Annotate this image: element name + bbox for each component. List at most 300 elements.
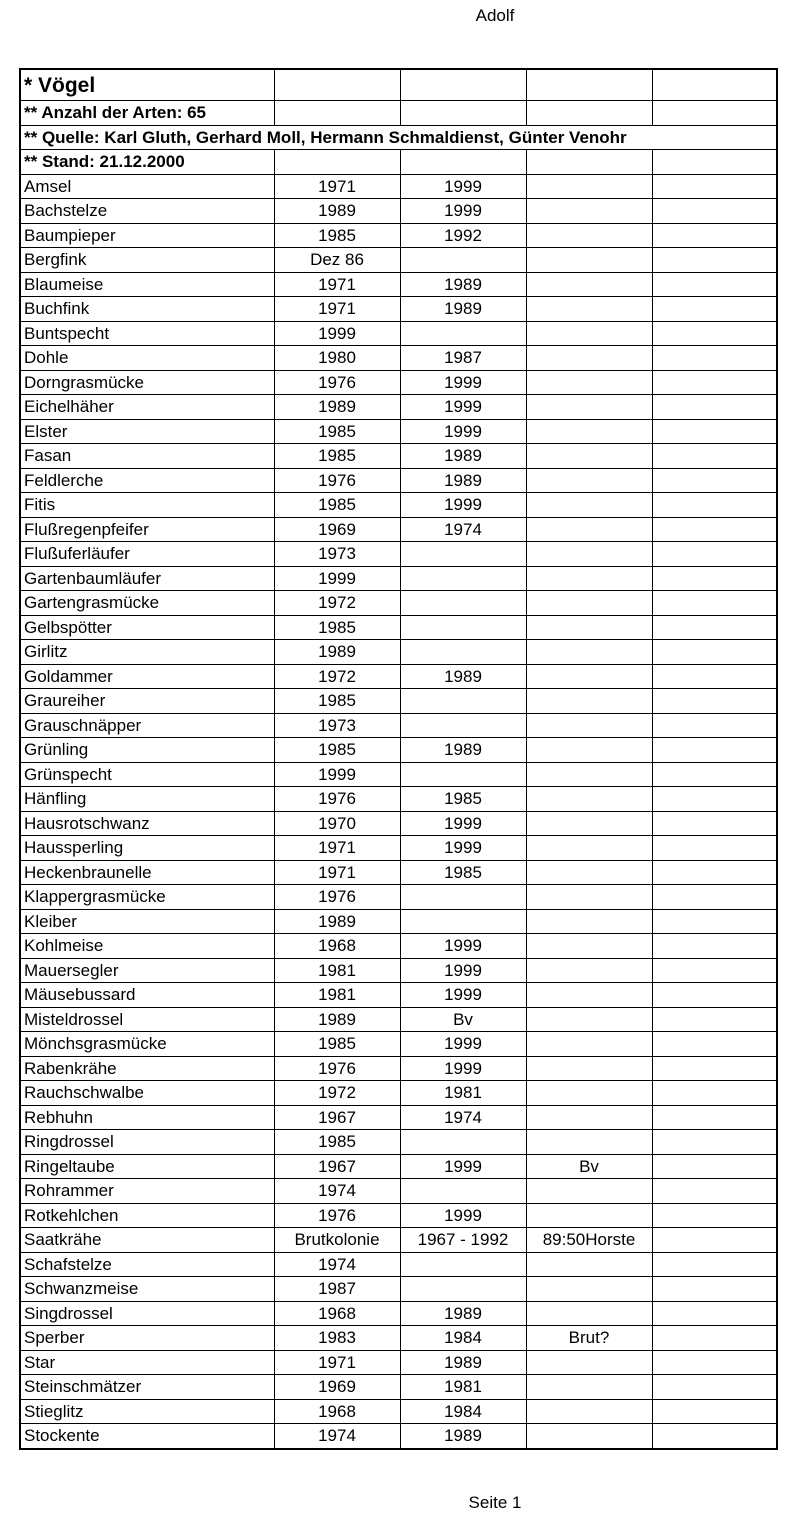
page-footer: Seite 1	[468, 1493, 522, 1512]
header-cell: ** Stand: 21.12.2000	[20, 150, 274, 175]
note-cell	[526, 909, 652, 934]
note-cell	[526, 1203, 652, 1228]
second-year-cell	[400, 1179, 526, 1204]
note-cell	[526, 321, 652, 346]
note-cell	[526, 1130, 652, 1155]
table-row	[20, 517, 777, 542]
empty-cell	[652, 1130, 777, 1155]
note-cell	[526, 640, 652, 665]
first-year-cell: 1973	[274, 713, 400, 738]
first-year-cell: 1971	[274, 836, 400, 861]
second-year-cell: 1999	[400, 811, 526, 836]
species-cell: Gartengrasmücke	[20, 591, 274, 616]
second-year-cell: 1989	[400, 1301, 526, 1326]
empty-cell	[526, 150, 652, 175]
table-row	[20, 174, 777, 199]
first-year-cell: Brutkolonie	[274, 1228, 400, 1253]
species-cell: Baumpieper	[20, 223, 274, 248]
first-year-cell: 1974	[274, 1424, 400, 1449]
header-row	[20, 101, 777, 126]
second-year-cell: 1989	[400, 1350, 526, 1375]
empty-cell	[652, 1277, 777, 1302]
note-cell	[526, 983, 652, 1008]
empty-cell	[652, 615, 777, 640]
table-row	[20, 395, 777, 420]
note-cell	[526, 199, 652, 224]
table-row	[20, 762, 777, 787]
empty-cell	[274, 69, 400, 101]
second-year-cell	[400, 640, 526, 665]
first-year-cell: 1971	[274, 1350, 400, 1375]
empty-cell	[652, 1301, 777, 1326]
second-year-cell: 1999	[400, 983, 526, 1008]
table-row	[20, 1081, 777, 1106]
note-cell	[526, 248, 652, 273]
table-row	[20, 1301, 777, 1326]
empty-cell	[652, 517, 777, 542]
species-cell: Graureiher	[20, 689, 274, 714]
note-cell	[526, 1179, 652, 1204]
note-cell	[526, 713, 652, 738]
species-cell: Feldlerche	[20, 468, 274, 493]
species-cell: Gelbspötter	[20, 615, 274, 640]
species-cell: Mönchsgrasmücke	[20, 1032, 274, 1057]
note-cell	[526, 1105, 652, 1130]
table-row	[20, 542, 777, 567]
table-row	[20, 321, 777, 346]
second-year-cell: 1974	[400, 517, 526, 542]
empty-cell	[652, 1326, 777, 1351]
second-year-cell	[400, 689, 526, 714]
table-row	[20, 199, 777, 224]
note-cell	[526, 1081, 652, 1106]
second-year-cell: 1981	[400, 1081, 526, 1106]
empty-cell	[652, 223, 777, 248]
table-row	[20, 1424, 777, 1449]
first-year-cell: 1976	[274, 468, 400, 493]
species-cell: Flußuferläufer	[20, 542, 274, 567]
header-cell: ** Anzahl der Arten: 65	[20, 101, 274, 126]
empty-cell	[652, 1375, 777, 1400]
species-cell: Schwanzmeise	[20, 1277, 274, 1302]
table-row	[20, 591, 777, 616]
species-cell: Fitis	[20, 493, 274, 518]
empty-cell	[652, 885, 777, 910]
first-year-cell: 1971	[274, 272, 400, 297]
species-cell: Stockente	[20, 1424, 274, 1449]
first-year-cell: 1971	[274, 174, 400, 199]
second-year-cell: 1999	[400, 958, 526, 983]
note-cell	[526, 419, 652, 444]
species-cell: Dohle	[20, 346, 274, 371]
second-year-cell: 1999	[400, 395, 526, 420]
note-cell	[526, 860, 652, 885]
first-year-cell: 1970	[274, 811, 400, 836]
empty-cell	[652, 468, 777, 493]
second-year-cell: 1999	[400, 493, 526, 518]
empty-cell	[652, 1424, 777, 1449]
species-cell: Gartenbaumläufer	[20, 566, 274, 591]
first-year-cell: Dez 86	[274, 248, 400, 273]
second-year-cell: Bv	[400, 1007, 526, 1032]
species-cell: Hänfling	[20, 787, 274, 812]
first-year-cell: 1971	[274, 297, 400, 322]
first-year-cell: 1989	[274, 395, 400, 420]
empty-cell	[652, 174, 777, 199]
species-cell: Flußregenpfeifer	[20, 517, 274, 542]
second-year-cell	[400, 713, 526, 738]
species-cell: Rotkehlchen	[20, 1203, 274, 1228]
second-year-cell	[400, 542, 526, 567]
first-year-cell: 1976	[274, 787, 400, 812]
empty-cell	[652, 1179, 777, 1204]
table-row	[20, 1056, 777, 1081]
second-year-cell	[400, 615, 526, 640]
first-year-cell: 1985	[274, 493, 400, 518]
empty-cell	[652, 591, 777, 616]
second-year-cell: 1987	[400, 346, 526, 371]
empty-cell	[400, 69, 526, 101]
second-year-cell: 1992	[400, 223, 526, 248]
first-year-cell: 1969	[274, 517, 400, 542]
first-year-cell: 1967	[274, 1105, 400, 1130]
second-year-cell	[400, 248, 526, 273]
first-year-cell: 1999	[274, 321, 400, 346]
table-row	[20, 1007, 777, 1032]
second-year-cell: 1999	[400, 1032, 526, 1057]
species-cell: Schafstelze	[20, 1252, 274, 1277]
empty-cell	[652, 444, 777, 469]
species-cell: Grünspecht	[20, 762, 274, 787]
second-year-cell	[400, 885, 526, 910]
bird-species-table	[19, 68, 778, 1450]
empty-cell	[652, 1007, 777, 1032]
note-cell	[526, 444, 652, 469]
species-cell: Bachstelze	[20, 199, 274, 224]
table-row	[20, 958, 777, 983]
note-cell	[526, 738, 652, 763]
empty-cell	[652, 346, 777, 371]
second-year-cell	[400, 566, 526, 591]
second-year-cell	[400, 909, 526, 934]
empty-cell	[652, 248, 777, 273]
note-cell	[526, 566, 652, 591]
species-cell: Mauersegler	[20, 958, 274, 983]
note-cell	[526, 1252, 652, 1277]
first-year-cell: 1985	[274, 738, 400, 763]
note-cell	[526, 297, 652, 322]
empty-cell	[652, 272, 777, 297]
empty-cell	[652, 640, 777, 665]
empty-cell	[652, 787, 777, 812]
empty-cell	[652, 934, 777, 959]
species-cell: Stieglitz	[20, 1399, 274, 1424]
first-year-cell: 1981	[274, 983, 400, 1008]
species-cell: Misteldrossel	[20, 1007, 274, 1032]
species-cell: Ringdrossel	[20, 1130, 274, 1155]
first-year-cell: 1972	[274, 664, 400, 689]
second-year-cell	[400, 1252, 526, 1277]
second-year-cell: 1985	[400, 860, 526, 885]
empty-cell	[652, 1252, 777, 1277]
first-year-cell: 1989	[274, 640, 400, 665]
table-row	[20, 1228, 777, 1253]
first-year-cell: 1985	[274, 689, 400, 714]
first-year-cell: 1987	[274, 1277, 400, 1302]
first-year-cell: 1989	[274, 1007, 400, 1032]
note-cell	[526, 223, 652, 248]
species-cell: Amsel	[20, 174, 274, 199]
empty-cell	[652, 1154, 777, 1179]
table-row	[20, 297, 777, 322]
first-year-cell: 1985	[274, 1032, 400, 1057]
second-year-cell: 1967 - 1992	[400, 1228, 526, 1253]
table-row	[20, 1203, 777, 1228]
table-row	[20, 248, 777, 273]
empty-cell	[652, 689, 777, 714]
table-row	[20, 1375, 777, 1400]
table-row	[20, 689, 777, 714]
note-cell	[526, 1007, 652, 1032]
empty-cell	[652, 1081, 777, 1106]
empty-cell	[652, 199, 777, 224]
second-year-cell	[400, 1277, 526, 1302]
table-row	[20, 419, 777, 444]
first-year-cell: 1981	[274, 958, 400, 983]
species-cell: Singdrossel	[20, 1301, 274, 1326]
second-year-cell: 1999	[400, 199, 526, 224]
species-cell: Mäusebussard	[20, 983, 274, 1008]
empty-cell	[652, 738, 777, 763]
species-cell: Fasan	[20, 444, 274, 469]
species-cell: Steinschmätzer	[20, 1375, 274, 1400]
empty-cell	[652, 1350, 777, 1375]
species-cell: Rohrammer	[20, 1179, 274, 1204]
page-header: Adolf	[475, 6, 515, 25]
table-row	[20, 615, 777, 640]
second-year-cell: 1989	[400, 272, 526, 297]
table-row	[20, 1252, 777, 1277]
table-row	[20, 738, 777, 763]
note-cell	[526, 689, 652, 714]
first-year-cell: 1983	[274, 1326, 400, 1351]
species-cell: Dorngrasmücke	[20, 370, 274, 395]
note-cell	[526, 1424, 652, 1449]
second-year-cell: 1999	[400, 174, 526, 199]
empty-cell	[652, 1105, 777, 1130]
first-year-cell: 1985	[274, 615, 400, 640]
species-cell: Hausrotschwanz	[20, 811, 274, 836]
empty-cell	[652, 150, 777, 175]
empty-cell	[652, 983, 777, 1008]
first-year-cell: 1967	[274, 1154, 400, 1179]
note-cell	[526, 836, 652, 861]
first-year-cell: 1976	[274, 1056, 400, 1081]
first-year-cell: 1968	[274, 1301, 400, 1326]
note-cell: 89:50Horste	[526, 1228, 652, 1253]
second-year-cell: 1999	[400, 1056, 526, 1081]
species-cell: Grünling	[20, 738, 274, 763]
empty-cell	[652, 370, 777, 395]
empty-cell	[652, 566, 777, 591]
table-row	[20, 909, 777, 934]
note-cell	[526, 664, 652, 689]
first-year-cell: 1985	[274, 1130, 400, 1155]
table-row	[20, 1399, 777, 1424]
table-row	[20, 223, 777, 248]
table-row	[20, 370, 777, 395]
species-cell: Haussperling	[20, 836, 274, 861]
note-cell	[526, 272, 652, 297]
note-cell	[526, 787, 652, 812]
species-cell: Rabenkrähe	[20, 1056, 274, 1081]
header-row	[20, 125, 777, 150]
species-cell: Heckenbraunelle	[20, 860, 274, 885]
second-year-cell: 1989	[400, 297, 526, 322]
table-row	[20, 1154, 777, 1179]
table-row	[20, 1350, 777, 1375]
note-cell	[526, 1277, 652, 1302]
first-year-cell: 1973	[274, 542, 400, 567]
second-year-cell: 1985	[400, 787, 526, 812]
empty-cell	[652, 493, 777, 518]
first-year-cell: 1976	[274, 370, 400, 395]
note-cell	[526, 1350, 652, 1375]
empty-cell	[652, 1399, 777, 1424]
second-year-cell: 1989	[400, 444, 526, 469]
note-cell	[526, 615, 652, 640]
note-cell	[526, 517, 652, 542]
second-year-cell: 1989	[400, 664, 526, 689]
empty-cell	[652, 395, 777, 420]
first-year-cell: 1999	[274, 762, 400, 787]
note-cell	[526, 174, 652, 199]
note-cell	[526, 395, 652, 420]
table-row	[20, 640, 777, 665]
second-year-cell: 1999	[400, 419, 526, 444]
species-cell: Sperber	[20, 1326, 274, 1351]
second-year-cell	[400, 1130, 526, 1155]
table-row	[20, 811, 777, 836]
table-row	[20, 1277, 777, 1302]
note-cell	[526, 591, 652, 616]
species-cell: Buchfink	[20, 297, 274, 322]
first-year-cell: 1989	[274, 909, 400, 934]
table-row	[20, 1179, 777, 1204]
empty-cell	[652, 713, 777, 738]
empty-cell	[652, 297, 777, 322]
table-row	[20, 566, 777, 591]
empty-cell	[652, 909, 777, 934]
header-row	[20, 150, 777, 175]
empty-cell	[652, 811, 777, 836]
first-year-cell: 1968	[274, 934, 400, 959]
note-cell	[526, 1301, 652, 1326]
table-row	[20, 468, 777, 493]
empty-cell	[652, 1203, 777, 1228]
empty-cell	[652, 762, 777, 787]
table-row	[20, 444, 777, 469]
note-cell	[526, 1056, 652, 1081]
second-year-cell: 1999	[400, 370, 526, 395]
note-cell	[526, 958, 652, 983]
second-year-cell: 1999	[400, 836, 526, 861]
empty-cell	[652, 321, 777, 346]
note-cell	[526, 934, 652, 959]
species-cell: Girlitz	[20, 640, 274, 665]
species-cell: Kleiber	[20, 909, 274, 934]
species-cell: Blaumeise	[20, 272, 274, 297]
note-cell	[526, 542, 652, 567]
species-cell: Rauchschwalbe	[20, 1081, 274, 1106]
first-year-cell: 1980	[274, 346, 400, 371]
first-year-cell: 1985	[274, 223, 400, 248]
table-row	[20, 493, 777, 518]
header-row	[20, 69, 777, 101]
species-cell: Star	[20, 1350, 274, 1375]
note-cell	[526, 1032, 652, 1057]
first-year-cell: 1971	[274, 860, 400, 885]
table-row	[20, 1130, 777, 1155]
table-row	[20, 1032, 777, 1057]
note-cell: Bv	[526, 1154, 652, 1179]
note-cell	[526, 370, 652, 395]
first-year-cell: 1968	[274, 1399, 400, 1424]
empty-cell	[526, 69, 652, 101]
note-cell	[526, 493, 652, 518]
empty-cell	[652, 69, 777, 101]
first-year-cell: 1976	[274, 885, 400, 910]
second-year-cell: 1984	[400, 1326, 526, 1351]
first-year-cell: 1985	[274, 444, 400, 469]
first-year-cell: 1972	[274, 1081, 400, 1106]
empty-cell	[652, 664, 777, 689]
header-cell: * Vögel	[20, 69, 274, 101]
empty-cell	[652, 836, 777, 861]
table-row	[20, 885, 777, 910]
second-year-cell: 1981	[400, 1375, 526, 1400]
empty-cell	[652, 1056, 777, 1081]
table-row	[20, 1105, 777, 1130]
note-cell	[526, 346, 652, 371]
first-year-cell: 1969	[274, 1375, 400, 1400]
note-cell	[526, 1399, 652, 1424]
second-year-cell: 1989	[400, 468, 526, 493]
second-year-cell: 1999	[400, 934, 526, 959]
empty-cell	[400, 101, 526, 126]
second-year-cell: 1989	[400, 1424, 526, 1449]
note-cell	[526, 811, 652, 836]
second-year-cell: 1999	[400, 1154, 526, 1179]
species-cell: Ringeltaube	[20, 1154, 274, 1179]
empty-cell	[274, 150, 400, 175]
first-year-cell: 1972	[274, 591, 400, 616]
second-year-cell	[400, 591, 526, 616]
note-cell	[526, 762, 652, 787]
first-year-cell: 1974	[274, 1252, 400, 1277]
table-row	[20, 346, 777, 371]
species-cell: Eichelhäher	[20, 395, 274, 420]
empty-cell	[400, 150, 526, 175]
table-row	[20, 272, 777, 297]
empty-cell	[652, 1228, 777, 1253]
second-year-cell	[400, 321, 526, 346]
second-year-cell: 1989	[400, 738, 526, 763]
first-year-cell: 1976	[274, 1203, 400, 1228]
second-year-cell: 1974	[400, 1105, 526, 1130]
species-cell: Elster	[20, 419, 274, 444]
table-row	[20, 787, 777, 812]
